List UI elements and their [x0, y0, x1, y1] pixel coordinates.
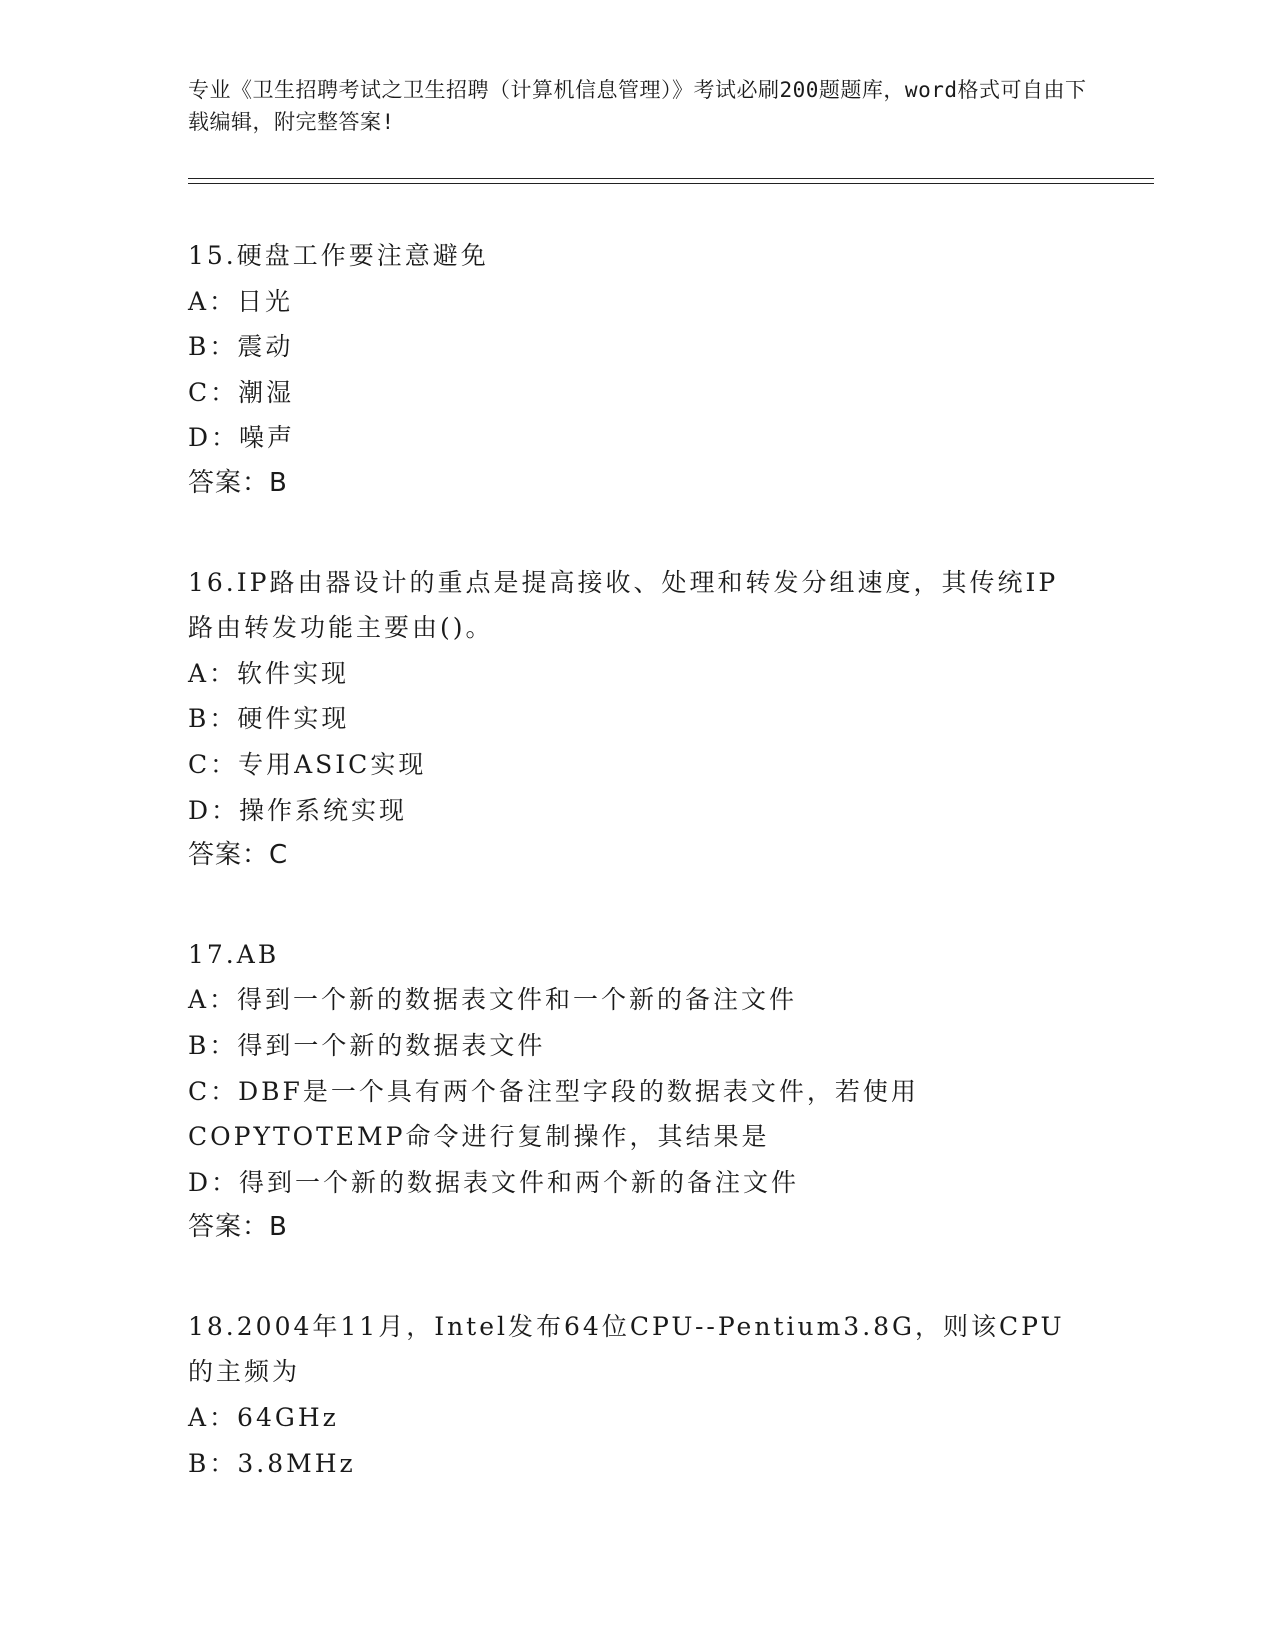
question-list [188, 233, 1088, 1539]
option-a: A：日光 [188, 286, 294, 316]
option-b: B：得到一个新的数据表文件 [188, 1030, 546, 1060]
question-stem: 16.IP路由器设计的重点是提高接收、处理和转发分组速度，其传统IP路由转发功能主要由()。 [188, 567, 1059, 643]
document-header: 专业《卫生招聘考试之卫生招聘（计算机信息管理）》考试必刷200题题库，word格式可自由下载编辑，附完整答案! [188, 78, 1087, 134]
option-a: A：软件实现 [188, 658, 350, 688]
question-16 [188, 560, 1088, 879]
answer-line: 答案：B [188, 467, 288, 498]
answer-line: 答案：C [188, 840, 289, 871]
question-stem: 18.2004年11月，Intel发布64位CPU--Pentium3.8G，则该CPU的主频为 [188, 1311, 1065, 1387]
question-18 [188, 1304, 1088, 1486]
option-b: B：3.8MHz [188, 1448, 356, 1478]
header-divider-top [188, 178, 1154, 179]
option-c: C：专用ASIC实现 [188, 749, 427, 779]
option-c: C：DBF是一个具有两个备注型字段的数据表文件，若使用COPYTOTEMP命令进行复制操作，其结果是 [188, 1076, 919, 1152]
option-d: D：噪声 [188, 423, 296, 453]
question-stem: 17.AB [188, 939, 280, 969]
option-d: D：得到一个新的数据表文件和两个新的备注文件 [188, 1167, 800, 1197]
option-a: A：64GHz [188, 1403, 339, 1433]
answer-line: 答案：B [188, 1212, 288, 1243]
option-b: B：硬件实现 [188, 704, 350, 734]
option-d: D：操作系统实现 [188, 795, 408, 825]
question-stem: 15.硬盘工作要注意避免 [188, 241, 489, 270]
option-b: B：震动 [188, 332, 294, 362]
question-17 [188, 932, 1088, 1251]
option-a: A：得到一个新的数据表文件和一个新的备注文件 [188, 985, 798, 1015]
header-divider-bottom [188, 183, 1154, 184]
question-15 [188, 233, 1088, 507]
option-c: C：潮湿 [188, 377, 295, 407]
